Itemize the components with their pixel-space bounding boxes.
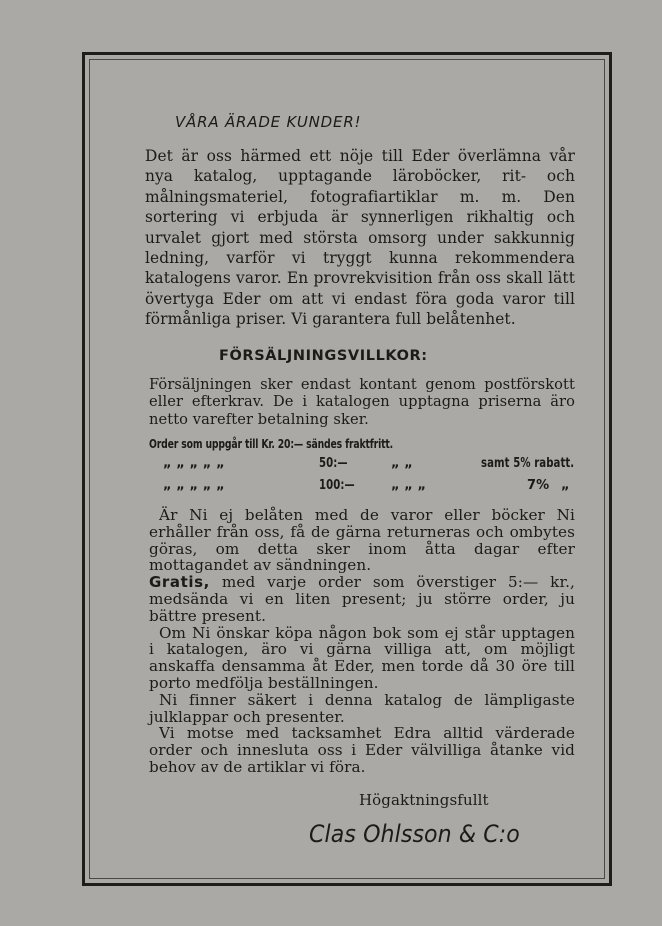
ditto-marks: „ „ (391, 456, 413, 472)
closing-salutation: Högaktningsfullt (359, 790, 489, 809)
discount-row-5 (149, 455, 575, 477)
discount-text: samt 5% rabatt. (481, 456, 575, 472)
ditto-marks: „ „ „ (391, 478, 427, 494)
ditto-marks: „ „ „ „ „ (163, 478, 225, 494)
sales-terms-heading: FÖRSÄLJNINGSVILLKOR: (219, 347, 428, 364)
order-amount: 100:— (319, 478, 355, 494)
shipping-free-line: Order som uppgår till Kr. 20:— sändes fraktfritt. (149, 436, 394, 452)
ditto-marks: „ (561, 478, 570, 494)
gratis-text: med varje order som överstiger 5:— kr., medsända vi en liten present; ju större order, ju bättre present. (149, 573, 575, 625)
greeting-heading: VÅRA ÄRADE KUNDER! (175, 113, 362, 131)
thanks-paragraph: Vi motse med tacksamhet Edra alltid värderade order och innesluta oss i Eder välvilliga åtanke vid behov av de artiklar vi föra. (149, 724, 575, 776)
company-signature: Clas Ohlsson & C:o (309, 819, 520, 848)
ditto-marks: „ „ „ „ „ (163, 456, 225, 472)
gratis-word: Gratis, (149, 573, 210, 592)
discount-row-7 (149, 477, 575, 499)
special-order-paragraph: Om Ni önskar köpa någon bok som ej står upptagen i katalogen, äro vi gärna villiga att, om möjligt anskaffa densamma åt Eder, men torde då 30 öre till porto medfölja beställningen. (149, 623, 575, 693)
intro-paragraph: Det är oss härmed ett nöje till Eder överlämna vår nya katalog, upptagande läroböcker, rit- och målningsmateriel, fotografiartiklar m. m. Den sortering vi erbjuda är synnerligen rikhaltig och urvalet gjort med största omsorg under sakkunnig ledning, varför vi tryggt kunna rekommendera katalogens varor. En provrekvisition från oss skall lätt övertyga Eder om att vi endast föra goda varor till förmånliga priser. Vi garantera full belåtenhet. (145, 147, 575, 329)
gratis-paragraph (149, 574, 575, 624)
christmas-paragraph: Ni finner säkert i denna katalog de lämpligaste julklappar och presenter. (149, 690, 575, 726)
payment-terms-paragraph: Försäljningen sker endast kontant genom postförskott eller efterkrav. De i katalogen upptagna priserna äro netto varefter betalning sker. (149, 375, 575, 429)
order-amount: 50:— (319, 456, 348, 472)
letter-content (145, 112, 575, 848)
discount-text: 7% (527, 478, 550, 494)
return-policy-paragraph: Är Ni ej belåten med de varor eller böcker Ni erhåller från oss, få de gärna returneras och ombytes göras, om detta sker inom åtta dagar efter mottagandet av sändningen. (149, 506, 575, 575)
